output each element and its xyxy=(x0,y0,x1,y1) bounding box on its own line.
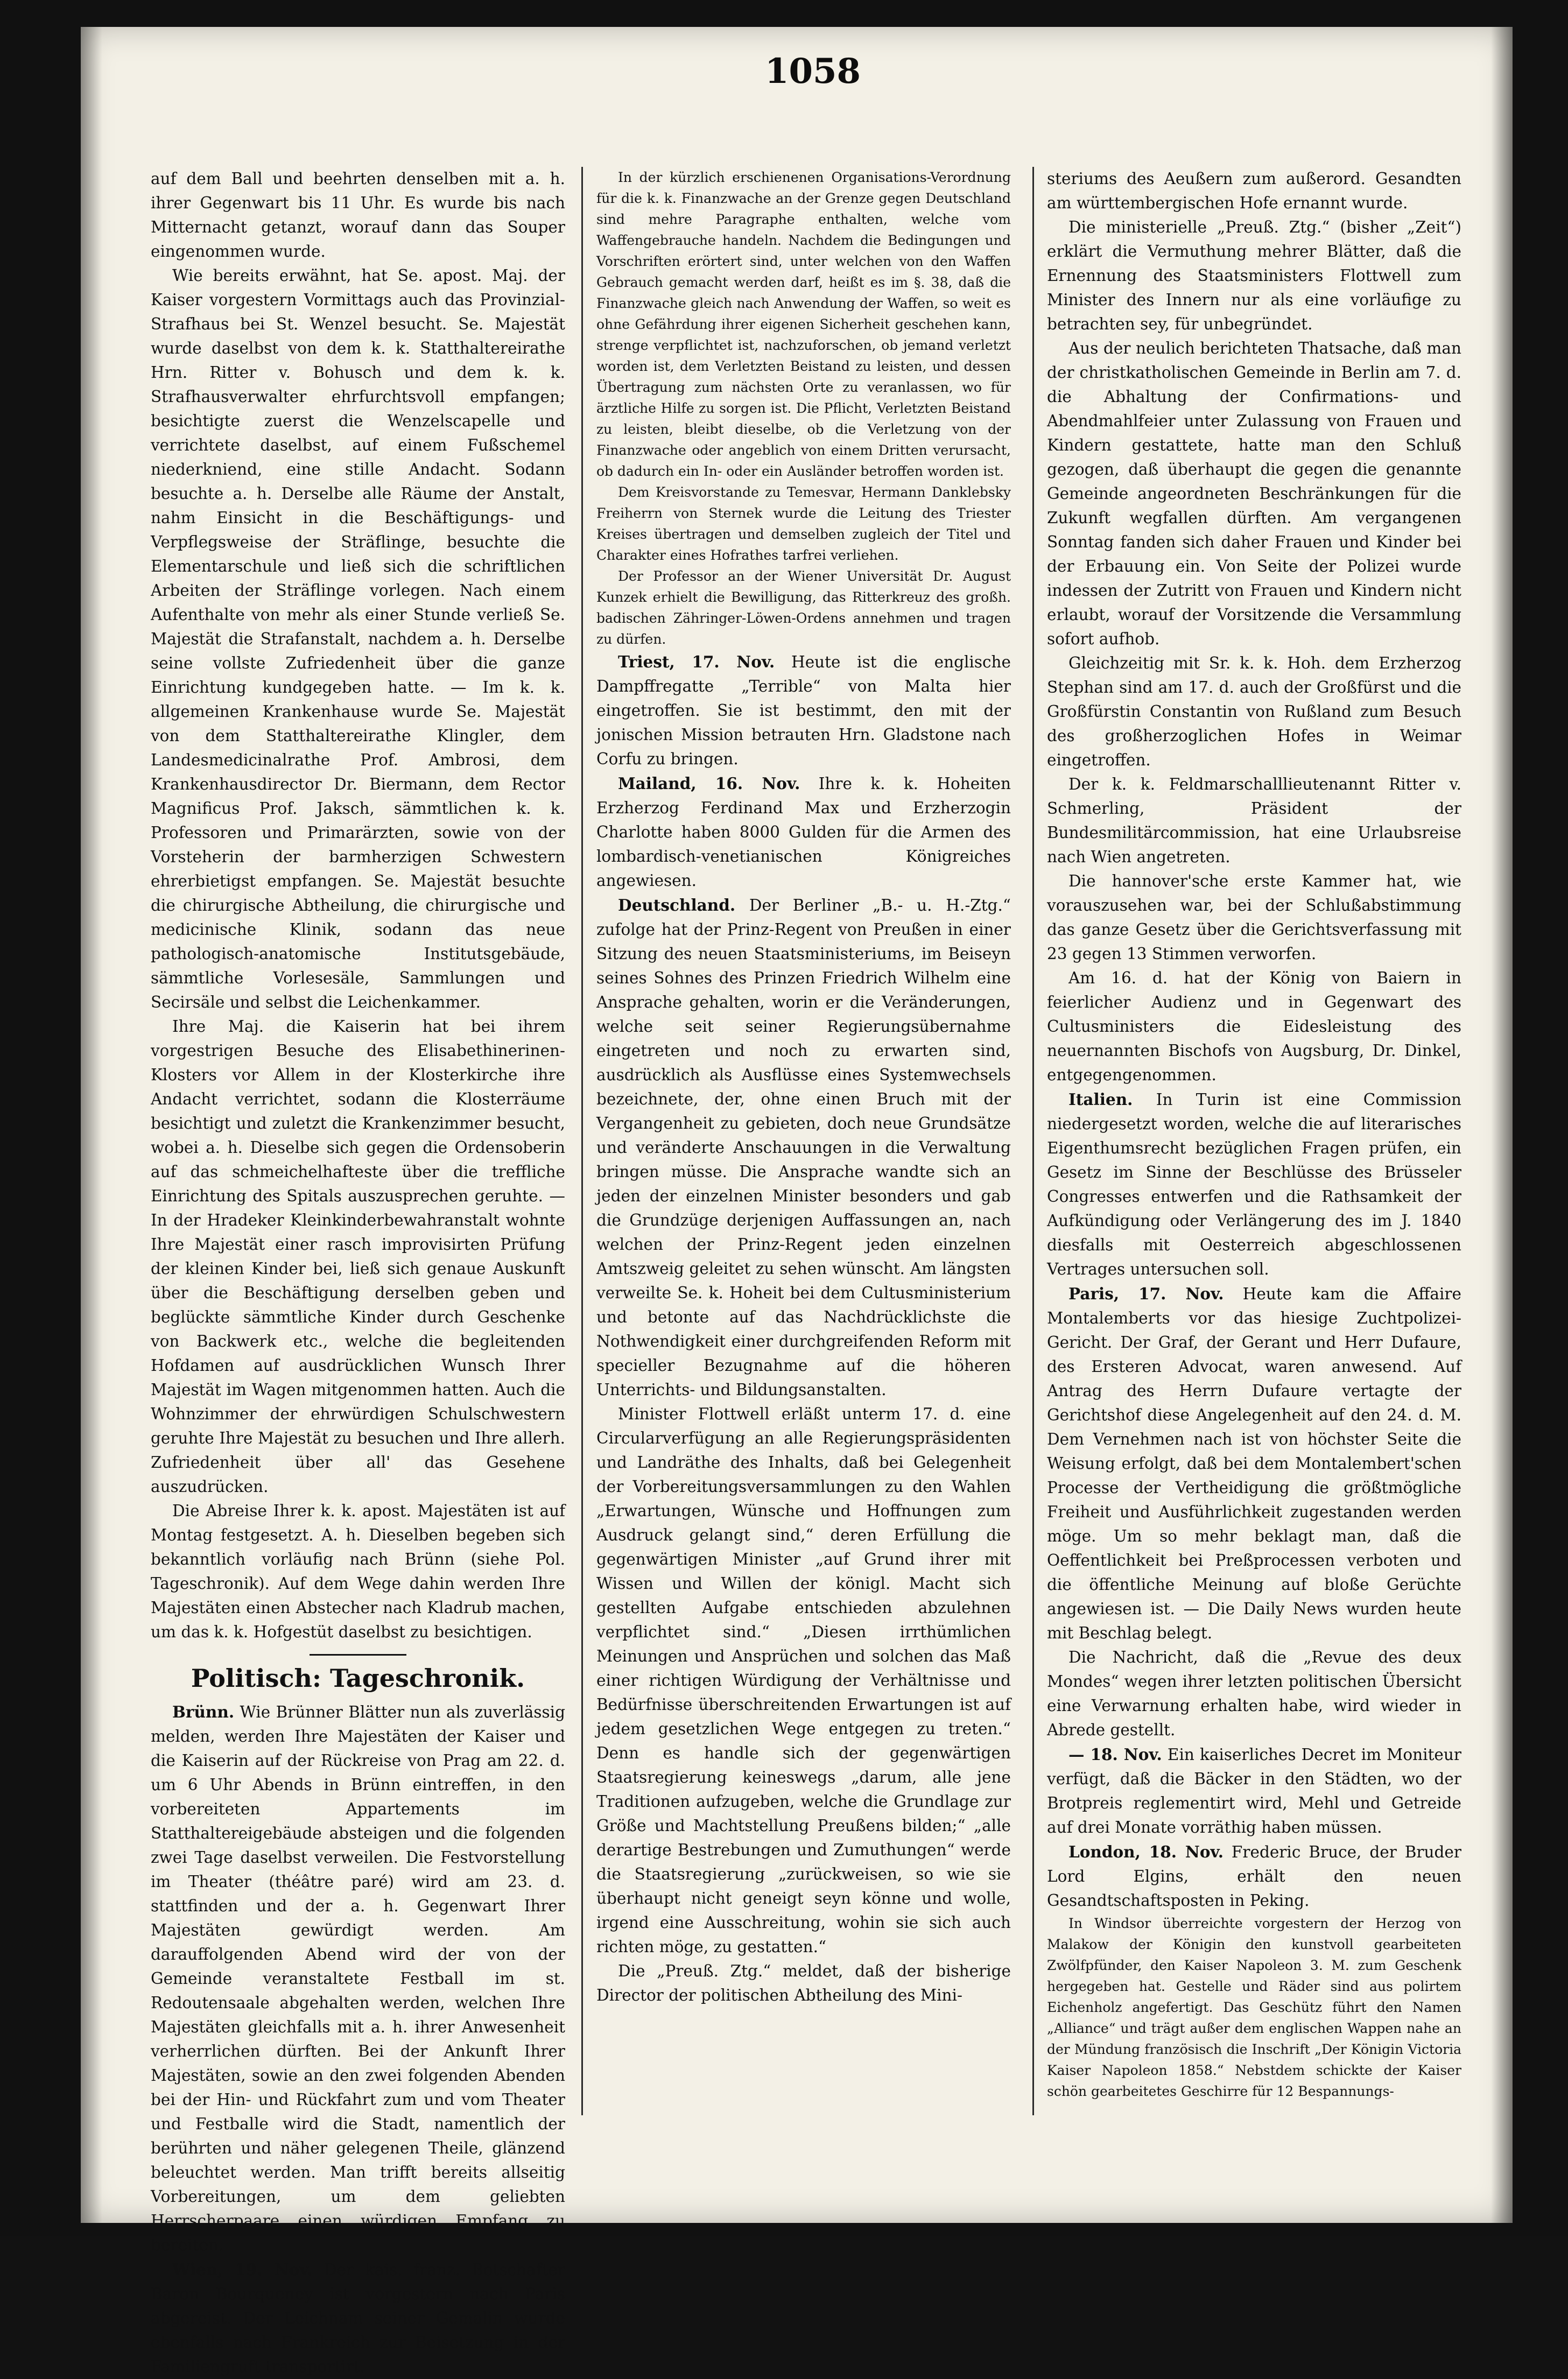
section-divider xyxy=(310,1654,406,1656)
paragraph: auf dem Ball und beehrten denselben mit a. h. ihrer Gegenwart bis 11 Uhr. Es wurde bis nach Mitternacht getanzt, worauf dann das Souper eingenommen wurde. xyxy=(151,170,565,261)
paragraph xyxy=(1047,1913,1461,2102)
paragraph-text: Minister Flottwell erläßt unterm 17. d. eine Circularverfügung an alle Regierungspräsidenten und Landräthe des Inhalts, daß bei Gelegenheit der Vorbereitungsversammlungen zu den Wahlen „Erwartungen, Wünsche und Hoffnungen zum Ausdruck gelangt sind,“ deren Erfüllung die gegenwärtigen Minister „auf Grund ihrer mit Wissen und Willen der königl. Macht sich gestellten Aufgabe entschieden abzulehnen verpflichtet sind.“ „Diesen irrthümlichen Meinungen und Ansprüchen und solchen das Maß einer richtigen Würdigung der Verhältnisse und Bedürfnisse überschreitenden Erwartungen ist auf jedem gesetzlichen Wege entgegen zu treten.“ Denn es handle sich der gegenwärtigen Staatsregierung keineswegs „darum, alle jene Traditionen aufzugeben, welche die Grundlage zur Größe und Machtstellung Preußens bilden;“ „alle derartige Bestrebungen und Zumuthungen“ werde die Staatsregierung „zurückweisen, so wie sie überhaupt nicht geneigt seyn könne und wolle, irgend eine Ausschreitung, wohin sie sich auch richten möge, zu gestatten.“ xyxy=(596,1405,1011,1956)
paragraph-text: Aus der neulich berichteten Thatsache, daß man der christkatholischen Gemeinde in Berlin am 7. d. die Abhaltung der Confirmations- und Abendmahlfeier unter Zulassung von Frauen und Kindern gestattete, hatte man den Schluß gezogen, daß überhaupt die gegen die genannte Gemeinde angeordneten Beschränkungen für die Zukunft wegfallen dürften. Am vergangenen Sonntag fanden sich daher Frauen und Kinder bei der Erbauung ein. Von Seite der Polizei wurde indessen der Zutritt von Frauen und Kindern nicht erlaubt, worauf der Vorsitzende die Versammlung sofort aufhob. xyxy=(1047,339,1461,648)
paragraph xyxy=(596,482,1011,566)
paragraph xyxy=(596,167,1011,482)
paragraph xyxy=(596,893,1011,1402)
page-shadow-right xyxy=(1491,27,1513,2223)
paragraph: Die Abreise Ihrer k. k. apost. Majestäten ist auf Montag festgesetzt. A. h. Dieselben begeben sich bekanntlich vorläufig nach Brünn (siehe Pol. Tageschronik). Auf dem Wege dahin werden Ihre Majestäten einen Abstecher nach Kladrub machen, um das k. k. Hofgestüt daselbst zu besichtigen. xyxy=(151,1502,565,1641)
paragraph-text: In Turin ist eine Commission niedergesetzt worden, welche die auf literarisches Eigenthumsrecht bezüglichen Fragen prüfen, ein Gesetz im Sinne der Beschlüsse des Brüsseler Congresses entwerfen und die Rathsamkeit der Aufkündigung oder Verlängerung des im J. 1840 diesfalls mit Oesterreich abgeschlossenen Vertrages untersuchen soll. xyxy=(1047,1090,1461,1278)
paragraph xyxy=(1047,966,1461,1087)
column-1 xyxy=(151,167,565,2376)
paragraph-text: Der kais. franz. Botschafter Baron Bourqueney ist vorgestern nach Paris abgereist. Der Leichnam seiner Gemalin wurde ebenfalls nach Frankreich zur Beisetzung in der Familiengruft transportirt. xyxy=(151,2261,565,2376)
column-2 xyxy=(596,167,1011,2126)
dateline: Wien, 19. Nov. xyxy=(172,2260,313,2279)
column-rule-2 xyxy=(1032,167,1034,2115)
paragraph-text: Wie Brünner Blätter nun als zuverlässig melden, werden Ihre Majestäten der Kaiser und die Kaiserin auf der Rückreise von Prag am 22. d. um 6 Uhr Abends in Brünn eintreffen, in den vorbereiteten Appartements im Statthaltereigebäude absteigen und die folgenden zwei Tage daselbst verweilen. Die Festvorstellung im Theater (théâtre paré) wird am 23. d. stattfinden und der a. h. Gegenwart Ihrer Majestäten gewürdigt werden. Am darauffolgenden Abend wird der von der Gemeinde veranstaltete Festball im st. Redoutensaale abgehalten werden, welchen Ihre Majestäten gleichfalls mit a. h. ihrer Anwesenheit verherrlichen dürften. Bei der Ankunft Ihrer Majestäten, sowie an den zwei folgenden Abenden bei der Hin- und Rückfahrt zum und vom Theater und Festballe wird die Stadt, namentlich der berührten und näher gelegenen Theile, glänzend beleuchtet werden. Man trifft bereits allseitig Vorbereitungen, um dem geliebten Herrscherpaare einen würdigen Empfang zu bereiten. xyxy=(151,1703,565,2254)
paragraph-text: Dem Kreisvorstande zu Temesvar, Hermann Danklebsky Freiherrn von Sternek wurde die Leitung des Triester Kreises übertragen und demselben zugleich der Titel und Charakter eines Hofrathes tarfrei verliehen. xyxy=(596,484,1011,563)
paragraph-text: Gleichzeitig mit Sr. k. k. Hoh. dem Erzherzog Stephan sind am 17. d. auch der Großfürst und die Großfürstin Constantin von Rußland zum Besuch des großherzoglichen Hofes in Weimar eingetroffen. xyxy=(1047,654,1461,769)
paragraph xyxy=(596,771,1011,893)
paragraph-text: Der Professor an der Wiener Universität Dr. August Kunzek erhielt die Bewilligung, das Ritterkreuz des großh. badischen Zähringer-Löwen-Ordens annehmen und tragen zu dürfen. xyxy=(596,568,1011,647)
paragraph xyxy=(1047,1742,1461,1840)
paragraph: Wie bereits erwähnt, hat Se. apost. Maj. der Kaiser vorgestern Vormittags auch das Provinzial-Strafhaus bei St. Wenzel besucht. Se. Majestät wurde daselbst von dem k. k. Statthaltereirathe Hrn. Ritter v. Bohusch und dem k. k. Strafhausverwalter ehrfurchtsvoll empfangen; besichtigte zuerst die Wenzelscapelle und verrichtete daselbst, auf einem Fußschemel niederkniend, eine stille Andacht. Sodann besuchte a. h. Derselbe alle Räume der Anstalt, nahm Einsicht in die Beschäftigungs- und Verpflegsweise der Sträflinge, besuchte die Elementarschule und ließ sich die schriftlichen Arbeiten der Sträflinge vorlegen. Nach einem Aufenthalte von mehr als einer Stunde verließ Se. Majestät die Strafanstalt, nachdem a. h. Derselbe seine vollste Zufriedenheit über die ganze Einrichtung kundgegeben hatte. — Im k. k. allgemeinen Krankenhause wurde Se. Majestät von dem Statthaltereirathe Klingler, dem Landesmedicinalrathe Prof. Ambrosi, dem Krankenhausdirector Dr. Biermann, dem Rector Magnificus Prof. Jaksch, sämmtlichen k. k. Professoren und Primarärzten, sowie von der Vorsteherin der barmherzigen Schwestern ehrerbietigst empfangen. Se. Majestät besuchte die chirurgische Abtheilung, die chirurgische und medicinische Klinik, sodann das neue pathologisch-anatomische Institutsgebäude, sämmtliche Vorlesesäle, Sammlungen und Secirsäle und selbst die Leichenkammer. xyxy=(151,266,565,1011)
paragraph: Ihre Maj. die Kaiserin hat bei ihrem vorgestrigen Besuche des Elisabethinerinen-Klosters vor Allem in der Klosterkirche ihre Andacht verrichtet, sodann die Klosterräume besichtigt und zuletzt die Krankenzimmer besucht, wobei a. h. Dieselbe sich gegen die Ordensoberin auf das schmeichelhafteste über die treffliche Einrichtung des Spitals auszusprechen geruhte. — In der Hradeker Kleinkinderbewahranstalt wohnte Ihre Majestät einer rasch improvisirten Prüfung der kleinen Kinder bei, ließ sich genaue Auskunft über die Beschäftigung derselben geben und beglückte sämmtliche Kinder durch Geschenke von Backwerk etc., welche die begleitenden Hofdamen auf ausdrücklichen Wunsch Ihrer Majestät im Wagen mitgenommen hatten. Auch die Wohnzimmer der ehrwürdigen Schulschwestern geruhte Ihre Majestät zu besuchen und Ihre allerh. Zufriedenheit über all' das Gesehene auszudrücken. xyxy=(151,1017,565,1496)
paragraph xyxy=(1047,1645,1461,1742)
paragraph xyxy=(151,1700,565,2257)
paragraph xyxy=(596,566,1011,650)
paragraph xyxy=(1047,869,1461,966)
page-number: 1058 xyxy=(764,51,861,92)
paragraph-text: Frederic Bruce, der Bruder Lord Elgins, erhält den neuen Gesandtschaftsposten in Peking. xyxy=(1047,1843,1461,1910)
paragraph-text: Heute kam die Affaire Montalemberts vor das hiesige Zuchtpolizei-Gericht. Der Graf, der Gerant und Herr Dufaure, des Ersteren Advocat, waren anwesend. Auf Antrag des Herrn Dufaure vertagte der Gerichtshof diese Angelegenheit auf den 24. d. M. Dem Vernehmen nach ist von höchster Seite die Weisung erfolgt, daß bei dem Montalembert'schen Processe der Vertheidigung die größtmögliche Freiheit und Ausführlichkeit zugestanden werden möge. Um so mehr beklagt man, daß die Oeffentlichkeit bei Preßprocessen verboten und die öffentliche Meinung auf bloße Gerüchte angewiesen ist. — Die Daily News wurden heute mit Beschlag belegt. xyxy=(1047,1285,1461,1642)
column-rule-1 xyxy=(581,167,583,2115)
paragraph-text: Die Nachricht, daß die „Revue des deux Mondes“ wegen ihrer letzten politischen Übersicht eine Verwarnung erhalten habe, wird wieder in Abrede gestellt. xyxy=(1047,1648,1461,1739)
paragraph-text: In der kürzlich erschienenen Organisations-Verordnung für die k. k. Finanzwache an der Grenze gegen Deutschland sind mehre Paragraphe enthalten, welche vom Waffengebrauche handeln. Nachdem die Bedingungen und Vorschriften erörtert sind, unter welchen von den Waffen Gebrauch gemacht werden darf, heißt es im §. 38, daß die Finanzwache gleich nach Anwendung der Waffen, so weit es ohne Gefährdung ihrer eigenen Sicherheit geschehen kann, strenge verpflichtet ist, nachzuforschen, ob jemand verletzt worden ist, dem Verletzten Beistand zu leisten, und dessen Übertragung zum nächsten Orte zu veranlassen, wo für ärztliche Hilfe zu sorgen ist. Die Pflicht, Verletzten Beistand zu leisten, bleibt dieselbe, ob die Verletzung von der Finanzwache oder angeblich von einem Dritten verursacht, ob dadurch ein In- oder ein Ausländer betroffen worden ist. xyxy=(596,170,1011,479)
column-3 xyxy=(1047,167,1461,2126)
dateline: Mailand, 16. Nov. xyxy=(618,774,800,793)
dateline: Brünn. xyxy=(172,1702,235,1721)
dateline: — 18. Nov. xyxy=(1068,1745,1162,1764)
paragraph xyxy=(1047,651,1461,772)
paragraph xyxy=(1047,1840,1461,1913)
dateline: London, 18. Nov. xyxy=(1068,1842,1224,1861)
paragraph-text: steriums des Aeußern zum außerord. Gesandten am württembergischen Hofe ernannt wurde. xyxy=(1047,170,1461,212)
page-shadow-left xyxy=(81,27,102,2223)
paragraph-text: Ihre k. k. Hoheiten Erzherzog Ferdinand Max und Erzherzogin Charlotte haben 8000 Gulden für die Armen des lombardisch-venetianischen Königreiches angewiesen. xyxy=(596,775,1011,890)
paragraph-text: Die ministerielle „Preuß. Ztg.“ (bisher „Zeit“) erklärt die Vermuthung mehrer Blätter, daß die Ernennung des Staatsministers Flottwell zum Minister des Innern nur als eine vorläufige zu betrachten sey, für unbegründet. xyxy=(1047,218,1461,333)
paragraph xyxy=(151,2257,565,2379)
paragraph xyxy=(1047,215,1461,336)
paragraph-text: Am 16. d. hat der König von Baiern in feierlicher Audienz und in Gegenwart des Cultusministers die Eidesleistung des neuernannten Bischofs von Augsburg, Dr. Dinkel, entgegengenommen. xyxy=(1047,969,1461,1084)
paragraph-text: Die hannover'sche erste Kammer hat, wie vorauszusehen war, bei der Schlußabstimmung das ganze Gesetz über die Gerichtsverfassung mit 23 gegen 13 Stimmen verworfen. xyxy=(1047,872,1461,963)
dateline: Deutschland. xyxy=(618,896,736,914)
paragraph xyxy=(596,650,1011,771)
paragraph xyxy=(1047,167,1461,215)
paragraph-text: Der k. k. Feldmarschalllieutenannt Ritter v. Schmerling, Präsident der Bundesmilitärcommission, hat eine Urlaubsreise nach Wien angetreten. xyxy=(1047,775,1461,866)
paragraph-text: In Windsor überreichte vorgestern der Herzog von Malakow der Königin den kunstvoll gearbeiteten Zwölfpfünder, den Kaiser Napoleon 3. M. zum Geschenk hergegeben hat. Gestelle und Räder sind aus polirtem Eichenholz angefertigt. Das Geschütz führt den Namen „Alliance“ und trägt außer dem englischen Wappen nahe an der Mündung französisch die Inschrift „Der Königin Victoria Kaiser Napoleon 1858.“ Nebstdem schickte der Kaiser schön gearbeitetes Geschirre für 12 Bespannungs- xyxy=(1047,1916,1461,2099)
paragraph-text: Die „Preuß. Ztg.“ meldet, daß der bisherige Director der politischen Abtheilung des Mini- xyxy=(596,1962,1011,2004)
paragraph xyxy=(1047,772,1461,869)
paragraph xyxy=(1047,336,1461,651)
paragraph-text: Der Berliner „B.- u. H.-Ztg.“ zufolge hat der Prinz-Regent von Preußen in einer Sitzung des neuen Staatsministeriums, im Beiseyn seines Sohnes des Prinzen Friedrich Wilhelm eine Ansprache gehalten, worin er die Veränderungen, welche seit seiner Regierungsübernahme eingetreten und noch zu erwarten sind, ausdrücklich als Ausflüsse eines Systemwechsels bezeichnete, der, ohne einen Bruch mit der Vergangenheit zu gebieten, doch neue Grundsätze und veränderte Anschauungen in die Verwaltung bringen müsse. Die Ansprache wandte sich an jeden der einzelnen Minister besonders und gab die Grundzüge derjenigen Auffassungen an, nach welchen der Prinz-Regent jeden einzelnen Amtszweig geleitet zu sehen wünscht. Am längsten verweilte Se. k. Hoheit bei dem Cultusministerium und betonte auf das Nachdrücklichste die Nothwendigkeit einer durchgreifenden Reform mit specieller Bezugnahme auf die höheren Unterrichts- und Bildungsanstalten. xyxy=(596,896,1011,1399)
dateline: Triest, 17. Nov. xyxy=(618,652,775,671)
dateline: Italien. xyxy=(1068,1090,1133,1109)
dateline: Paris, 17. Nov. xyxy=(1068,1284,1224,1303)
paragraph xyxy=(1047,1282,1461,1645)
paragraph-text: Heute ist die englische Dampffregatte „Terrible“ von Malta hier eingetroffen. Sie ist bestimmt, den mit der jonischen Mission betrauten Hrn. Gladstone nach Corfu zu bringen. xyxy=(596,653,1011,768)
paragraph xyxy=(596,1402,1011,1959)
paragraph xyxy=(596,1959,1011,2008)
paragraph xyxy=(1047,1087,1461,1282)
paragraph-text: Ein kaiserliches Decret im Moniteur verfügt, daß die Bäcker in den Städten, wo der Brotpreis reglementirt wird, Mehl und Getreide auf drei Monate vorräthig haben müssen. xyxy=(1047,1745,1461,1836)
section-title: Politisch: Tageschronik. xyxy=(191,1664,525,1693)
